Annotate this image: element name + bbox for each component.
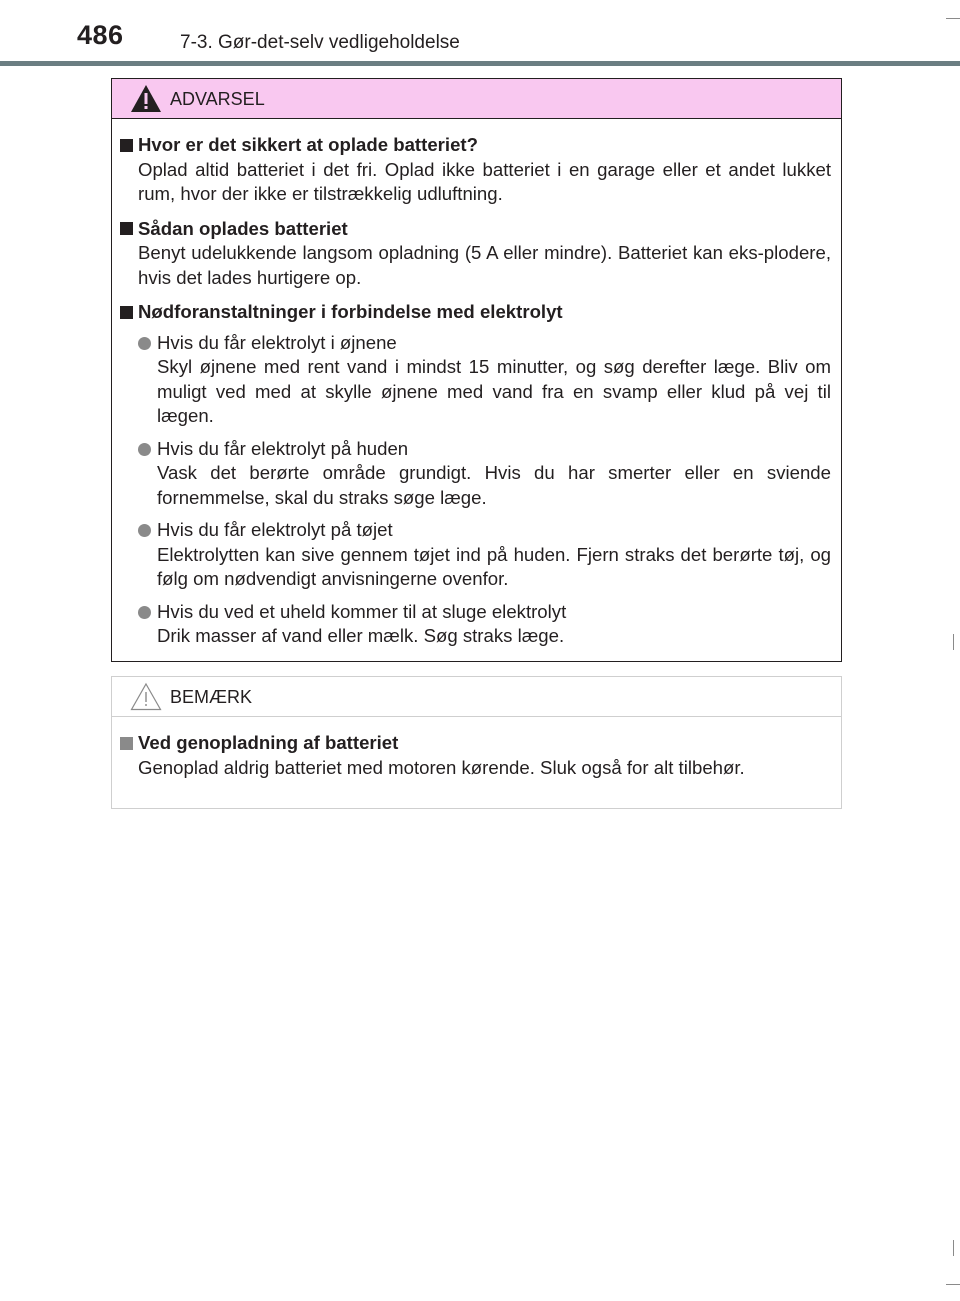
section-heading: Sådan oplades batteriet — [138, 217, 348, 239]
crop-mark — [946, 1284, 960, 1285]
note-box-title: BEMÆRK — [170, 687, 253, 707]
section-heading: Nødforanstaltninger i forbindelse med elektrolyt — [138, 301, 563, 322]
list-item — [120, 331, 831, 429]
bullet-title: Hvis du ved et uheld kommer til at sluge elektrolyt — [157, 600, 567, 622]
warning-section — [120, 217, 831, 291]
bullet-text: Elektrolytten kan sive gennem tøjet ind på huden. Fjern straks det berørte tøj, og følg om nødvendigt anvisningerne ovenfor. — [157, 543, 831, 589]
section-text: Benyt udelukkende langsom opladning (5 A eller mindre). Batteriet kan eks-plodere, hvis det lades hurtigere op. — [138, 242, 831, 288]
warning-box — [111, 78, 842, 662]
header-rule — [0, 61, 960, 66]
section-heading: Hvor er det sikkert at oplade batteriet? — [138, 134, 478, 155]
section-title: 7-3. Gør-det-selv vedligeholdelse — [180, 32, 460, 53]
section-heading: Ved genopladning af batteriet — [138, 732, 399, 753]
round-bullet-icon — [138, 524, 151, 537]
section-text: Oplad altid batteriet i det fri. Oplad ikke batteriet i en garage eller et andet lukket rum, hvor der ikke er tilstrækkelig udluftning. — [138, 158, 831, 204]
list-item — [120, 437, 831, 511]
note-box-body — [112, 717, 841, 780]
square-bullet-icon — [120, 737, 133, 750]
square-bullet-icon — [120, 139, 133, 152]
warning-section — [120, 300, 831, 649]
warning-box-header — [112, 79, 841, 119]
bullet-title: Hvis du får elektrolyt i øjnene — [157, 331, 397, 353]
warning-box-body — [112, 119, 841, 649]
round-bullet-icon — [138, 606, 151, 619]
note-box — [111, 676, 842, 809]
square-bullet-icon — [120, 306, 133, 319]
crop-mark — [946, 18, 960, 19]
round-bullet-icon — [138, 443, 151, 456]
crop-mark — [953, 1240, 954, 1256]
page-number: 486 — [77, 20, 124, 50]
round-bullet-icon — [138, 337, 151, 350]
note-section — [120, 731, 831, 780]
bullet-text: Drik masser af vand eller mælk. Søg straks læge. — [157, 625, 565, 646]
warning-section — [120, 133, 831, 207]
bullet-text: Skyl øjnene med rent vand i mindst 15 minutter, og søg derefter læge. Bliv om muligt ved med at skylle øjnene med vand fra en svamp eller klud på vej til lægen. — [157, 356, 831, 426]
crop-mark — [953, 634, 954, 650]
note-triangle-icon — [130, 682, 162, 711]
note-box-header — [112, 677, 841, 717]
warning-box-title: ADVARSEL — [170, 89, 265, 109]
warning-triangle-icon — [130, 84, 162, 113]
list-item — [120, 518, 831, 592]
list-item — [120, 600, 831, 649]
bullet-title: Hvis du får elektrolyt på huden — [157, 437, 409, 459]
square-bullet-icon — [120, 222, 133, 235]
bullet-text: Vask det berørte område grundigt. Hvis du har smerter eller en sviende fornemmelse, skal du straks søge læge. — [157, 462, 831, 508]
section-text: Genoplad aldrig batteriet med motoren kørende. Sluk også for alt tilbehør. — [138, 756, 745, 778]
bullet-title: Hvis du får elektrolyt på tøjet — [157, 519, 393, 540]
